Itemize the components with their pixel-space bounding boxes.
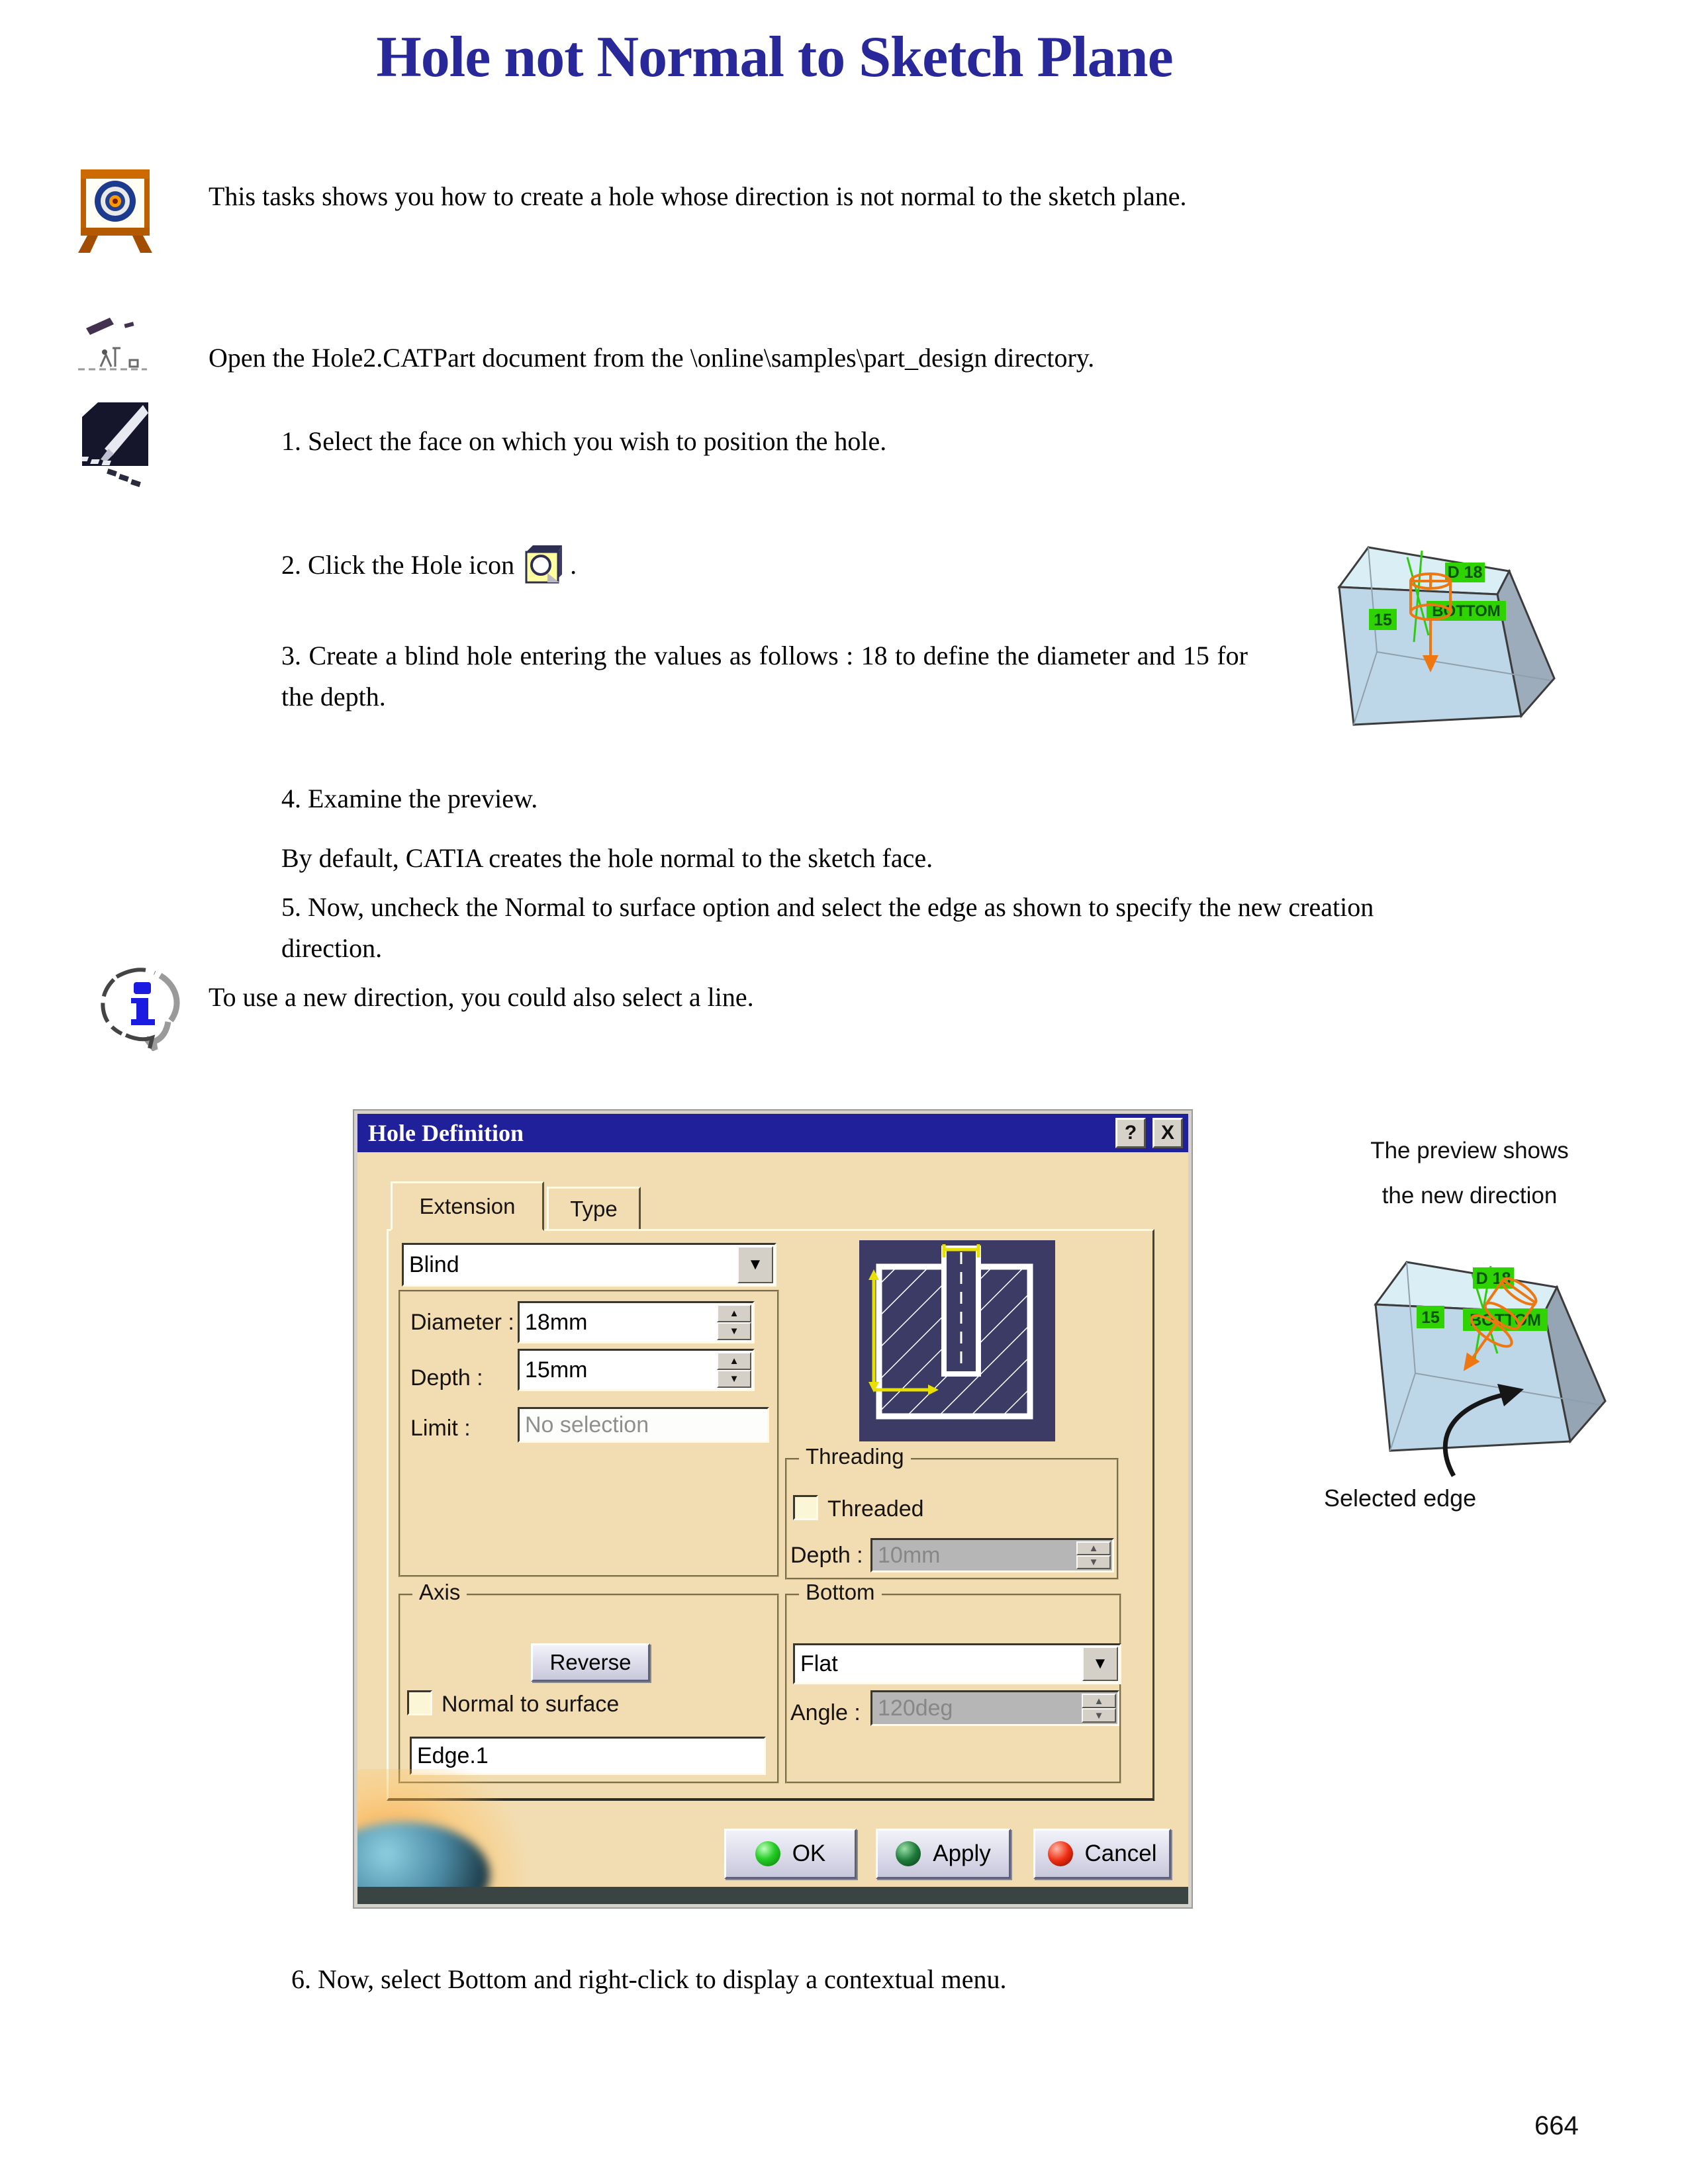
bottom-group-label: Bottom [799,1580,882,1605]
svg-text:15: 15 [1421,1308,1440,1327]
diameter-field[interactable] [518,1301,755,1343]
chevron-down-icon: ▼ [747,1255,763,1273]
reverse-button[interactable]: Reverse [531,1643,650,1682]
extension-type-dropdown-arrow[interactable] [737,1246,773,1283]
step-2-text: 2. Click the Hole icon [281,550,515,580]
cancel-button-label: Cancel [1084,1841,1157,1866]
part-preview-new-direction-image [1324,1248,1622,1486]
hole-definition-dialog [354,1111,1192,1907]
bottom-type-dropdown[interactable] [793,1643,1121,1684]
spin-down-icon[interactable]: ▼ [717,1322,751,1340]
page-title: Hole not Normal to Sketch Plane [376,25,1173,89]
spin-up-icon[interactable]: ▲ [1076,1541,1111,1555]
close-button[interactable]: X [1152,1118,1183,1148]
earth-decoration [357,1822,490,1887]
hole-section-preview [859,1240,1055,1441]
tab-type[interactable]: Type [547,1187,641,1229]
depth-label: Depth : [410,1365,483,1390]
diameter-input[interactable] [525,1303,700,1342]
spin-up-icon[interactable]: ▲ [717,1304,751,1322]
threading-group-label: Threading [799,1444,911,1469]
tip-text: To use a new direction, you could also select a line. [209,982,754,1012]
task-scenario-icon [74,308,152,383]
selected-edge-label: Selected edge [1324,1484,1477,1512]
cancel-sphere-icon [1048,1841,1073,1866]
angle-label: Angle : [790,1700,861,1725]
angle-field[interactable] [870,1690,1119,1726]
spin-up-icon[interactable]: ▲ [1082,1694,1116,1708]
threading-depth-label: Depth : [790,1543,863,1568]
hole-icon[interactable] [521,544,563,586]
chevron-down-icon: ▼ [1092,1655,1108,1672]
step-1: 1. Select the face on which you wish to position the hole. [281,426,887,456]
page-number: 664 [1534,2111,1579,2140]
ok-button[interactable] [724,1829,857,1879]
preview-note-line1: The preview shows [1370,1138,1569,1163]
step-6: 6. Now, select Bottom and right-click to display a contextual menu. [291,1964,1007,1994]
svg-text:BOTTOM: BOTTOM [1432,602,1501,620]
open-doc-text: Open the Hole2.CATPart document from the \online\samples\part_design directory. [209,343,1095,373]
threading-depth-field[interactable] [870,1538,1114,1572]
preview-note-line2: the new direction [1382,1183,1558,1209]
extension-type-value[interactable] [409,1245,687,1285]
default-note: By default, CATIA creates the hole normal to the sketch face. [281,843,933,873]
spin-down-icon[interactable]: ▼ [1082,1708,1116,1723]
preview-note [1337,1128,1602,1219]
bottom-group [785,1580,1121,1784]
normal-to-surface-checkbox[interactable] [407,1690,432,1715]
tab-extension[interactable]: Extension [391,1181,544,1231]
task-target-icon [77,169,155,254]
step-3: 3. Create a blind hole entering the values as follows : 18 to define the diameter and 15 for the depth. [281,641,1248,711]
diameter-label: Diameter : [410,1310,514,1335]
dialog-body [357,1152,1188,1887]
ok-button-label: OK [792,1841,826,1866]
axis-direction-input[interactable] [417,1739,681,1773]
extension-type-dropdown[interactable] [402,1243,776,1287]
limit-label: Limit : [410,1416,471,1441]
depth-field[interactable] [518,1349,755,1391]
intro-text: This tasks shows you how to create a hole whose direction is not normal to the sketch plane. [209,181,1187,211]
spin-down-icon[interactable]: ▼ [1076,1555,1111,1569]
axis-direction-field[interactable] [410,1737,766,1775]
spin-up-icon[interactable]: ▲ [717,1352,751,1370]
task-open-icon [82,402,156,491]
limit-field[interactable] [518,1407,769,1443]
step-2-period: . [570,550,577,580]
ok-sphere-icon [755,1841,780,1866]
threaded-checkbox[interactable] [793,1495,818,1520]
threading-depth-input[interactable] [878,1540,1058,1570]
depth-spinner[interactable] [717,1352,751,1388]
threaded-label: Threaded [827,1496,924,1522]
dialog-titlebar[interactable] [357,1114,1188,1152]
bottom-type-value[interactable] [800,1645,1044,1682]
dialog-bottom-border [357,1887,1188,1904]
step-2 [281,544,1274,586]
apply-button[interactable] [876,1829,1011,1879]
angle-spinner[interactable] [1082,1694,1116,1723]
spin-down-icon[interactable]: ▼ [717,1370,751,1388]
part-preview-normal-image [1291,543,1569,735]
svg-text:BOTTOM: BOTTOM [1470,1311,1541,1330]
axis-group-label: Axis [412,1580,467,1605]
normal-to-surface-label: Normal to surface [442,1692,620,1717]
bottom-type-dropdown-arrow[interactable] [1082,1647,1118,1681]
depth-input[interactable] [525,1351,700,1389]
cancel-button[interactable] [1033,1829,1171,1879]
svg-text:D 18: D 18 [1447,563,1483,582]
threading-depth-spinner[interactable] [1076,1541,1111,1569]
svg-text:15: 15 [1374,611,1392,629]
apply-sphere-icon [896,1841,921,1866]
apply-button-label: Apply [933,1841,991,1866]
step-4: 4. Examine the preview. [281,784,538,813]
step-5: 5. Now, uncheck the Normal to surface option and select the edge as shown to specify the new creation direction. [281,892,1374,963]
info-icon [97,964,189,1051]
help-button[interactable]: ? [1115,1118,1146,1148]
limit-input[interactable] [525,1409,711,1441]
svg-text:D 18: D 18 [1476,1269,1511,1288]
angle-input[interactable] [878,1692,1062,1724]
diameter-spinner[interactable] [717,1304,751,1340]
dialog-title: Hole Definition [368,1120,524,1146]
